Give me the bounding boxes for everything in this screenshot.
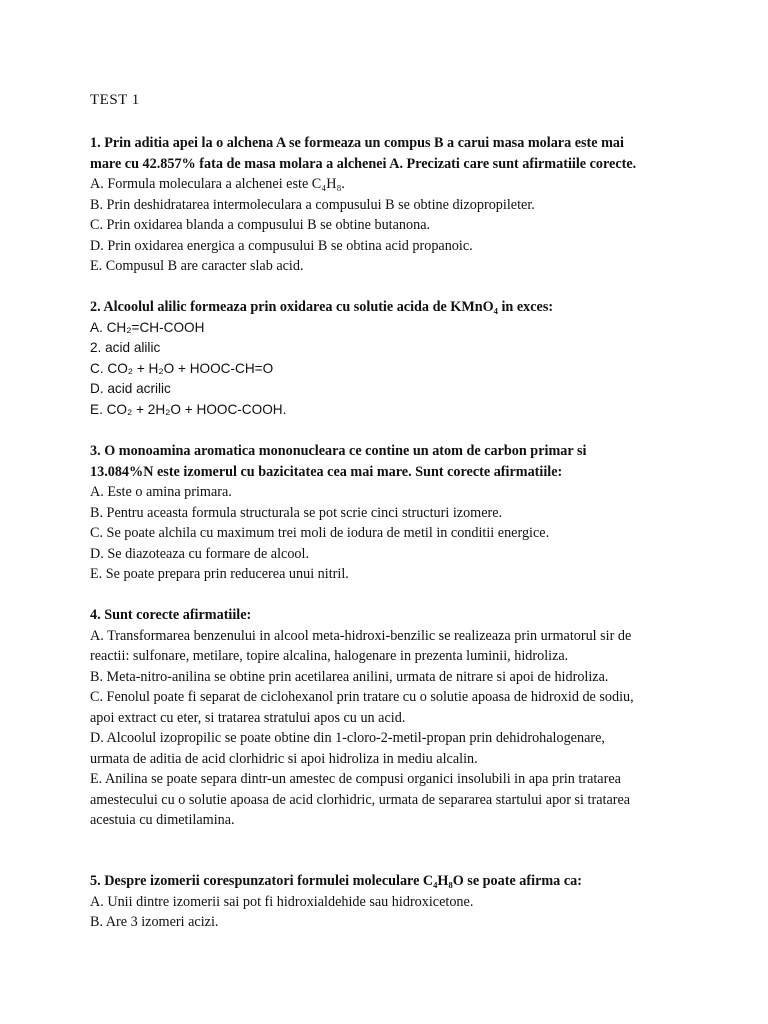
question-text-line: 2. Alcoolul alilic formeaza prin oxidarea cu solutie acida de KMnO₄ in exces: xyxy=(90,299,554,315)
answer-option-line: E. Anilina se poate separa dintr-un amestec de compusi organici insolubili in apa prin tratarea xyxy=(90,771,621,787)
question-3 xyxy=(90,441,680,585)
answer-option-line: B. Pentru aceasta formula structurala se pot scrie cinci structuri izomere. xyxy=(90,504,503,521)
answer-option-line: E. Compusul B are caracter slab acid. xyxy=(90,258,304,274)
answer-option-line: reactii: sulfonare, metilare, topire alcalina, halogenare in prezenta luminii, hidroliza. xyxy=(90,648,569,664)
answer-option-line: D. acid acrilic xyxy=(90,381,171,396)
answer-option-line: D. Alcoolul izopropilic se poate obtine din 1-cloro-2-metil-propan prin dehidrohalogenare, xyxy=(90,730,605,746)
answer-option-line: C. Prin oxidarea blanda a compusului B se obtine butanona. xyxy=(90,217,431,233)
answer-option-line: C. CO₂ + H₂O + HOOC-CH=O xyxy=(90,360,274,376)
question-text-line: 1. Prin aditia apei la o alchena A se formeaza un compus B a carui masa molara este mai xyxy=(90,135,624,151)
answer-option-line: amestecului cu o solutie apoasa de acid clorhidric, urmata de separarea startului apor si tratarea xyxy=(90,791,631,808)
answer-option-line: C. Se poate alchila cu maximum trei moli de iodura de metil in conditii energice. xyxy=(90,525,550,541)
answer-option-line: D. Se diazoteaza cu formare de alcool. xyxy=(90,545,310,562)
question-text-line: mare cu 42.857% fata de masa molara a alchenei A. Precizati care sunt afirmatiile corecte. xyxy=(90,155,637,172)
question-5 xyxy=(90,871,680,933)
answer-option-line: apoi extract cu eter, si tratarea stratului apos cu un acid. xyxy=(90,709,406,726)
answer-option-line: A. Transformarea benzenului in alcool meta-hidroxi-benzilic se realizeaza prin urmatorul sir de xyxy=(90,627,632,644)
answer-option-line: A. Formula moleculara a alchenei este C₄H₈. xyxy=(90,176,345,192)
answer-option-line: D. Prin oxidarea energica a compusului B se obtina acid propanoic. xyxy=(90,237,473,254)
answer-option-line: E. CO₂ + 2H₂O + HOOC-COOH. xyxy=(90,401,287,417)
answer-option-line: urmata de aditia de acid clorhidric si apoi hidroliza in mediu alcalin. xyxy=(90,750,478,767)
question-text-line: 5. Despre izomerii corespunzatori formulei moleculare C₄H₈O se poate afirma ca: xyxy=(90,873,582,889)
question-2 xyxy=(90,297,680,420)
answer-option-line: A. Este o amina primara. xyxy=(90,484,232,500)
answer-option-line: A. Unii dintre izomerii sai pot fi hidroxialdehide sau hidroxicetone. xyxy=(90,893,474,910)
answer-option-line: B. Meta-nitro-anilina se obtine prin acetilarea anilini, urmata de nitrare si apoi de hidroliza. xyxy=(90,668,609,685)
answer-option-line: E. Se poate prepara prin reducerea unui nitril. xyxy=(90,566,349,582)
question-4 xyxy=(90,605,680,831)
answer-option-line: B. Prin deshidratarea intermoleculara a compusului B se obtine dizopropileter. xyxy=(90,196,535,213)
question-text-line: 4. Sunt corecte afirmatiile: xyxy=(90,607,252,623)
answer-option-line: A. CH₂=CH-COOH xyxy=(90,319,205,335)
question-text-line: 3. O monoamina aromatica mononucleara ce contine un atom de carbon primar si xyxy=(90,443,587,459)
answer-option-line: C. Fenolul poate fi separat de ciclohexanol prin tratare cu o solutie apoasa de hidroxid de sodiu, xyxy=(90,689,634,705)
answer-option-line: 2. acid alilic xyxy=(90,340,161,355)
question-text-line: 13.084%N este izomerul cu bazicitatea cea mai mare. Sunt corecte afirmatiile: xyxy=(90,463,563,480)
answer-option-line: B. Are 3 izomeri acizi. xyxy=(90,914,219,930)
answer-option-line: acestuia cu dimetilamina. xyxy=(90,812,235,828)
question-1 xyxy=(90,133,680,277)
test-title: TEST 1 xyxy=(90,92,140,108)
